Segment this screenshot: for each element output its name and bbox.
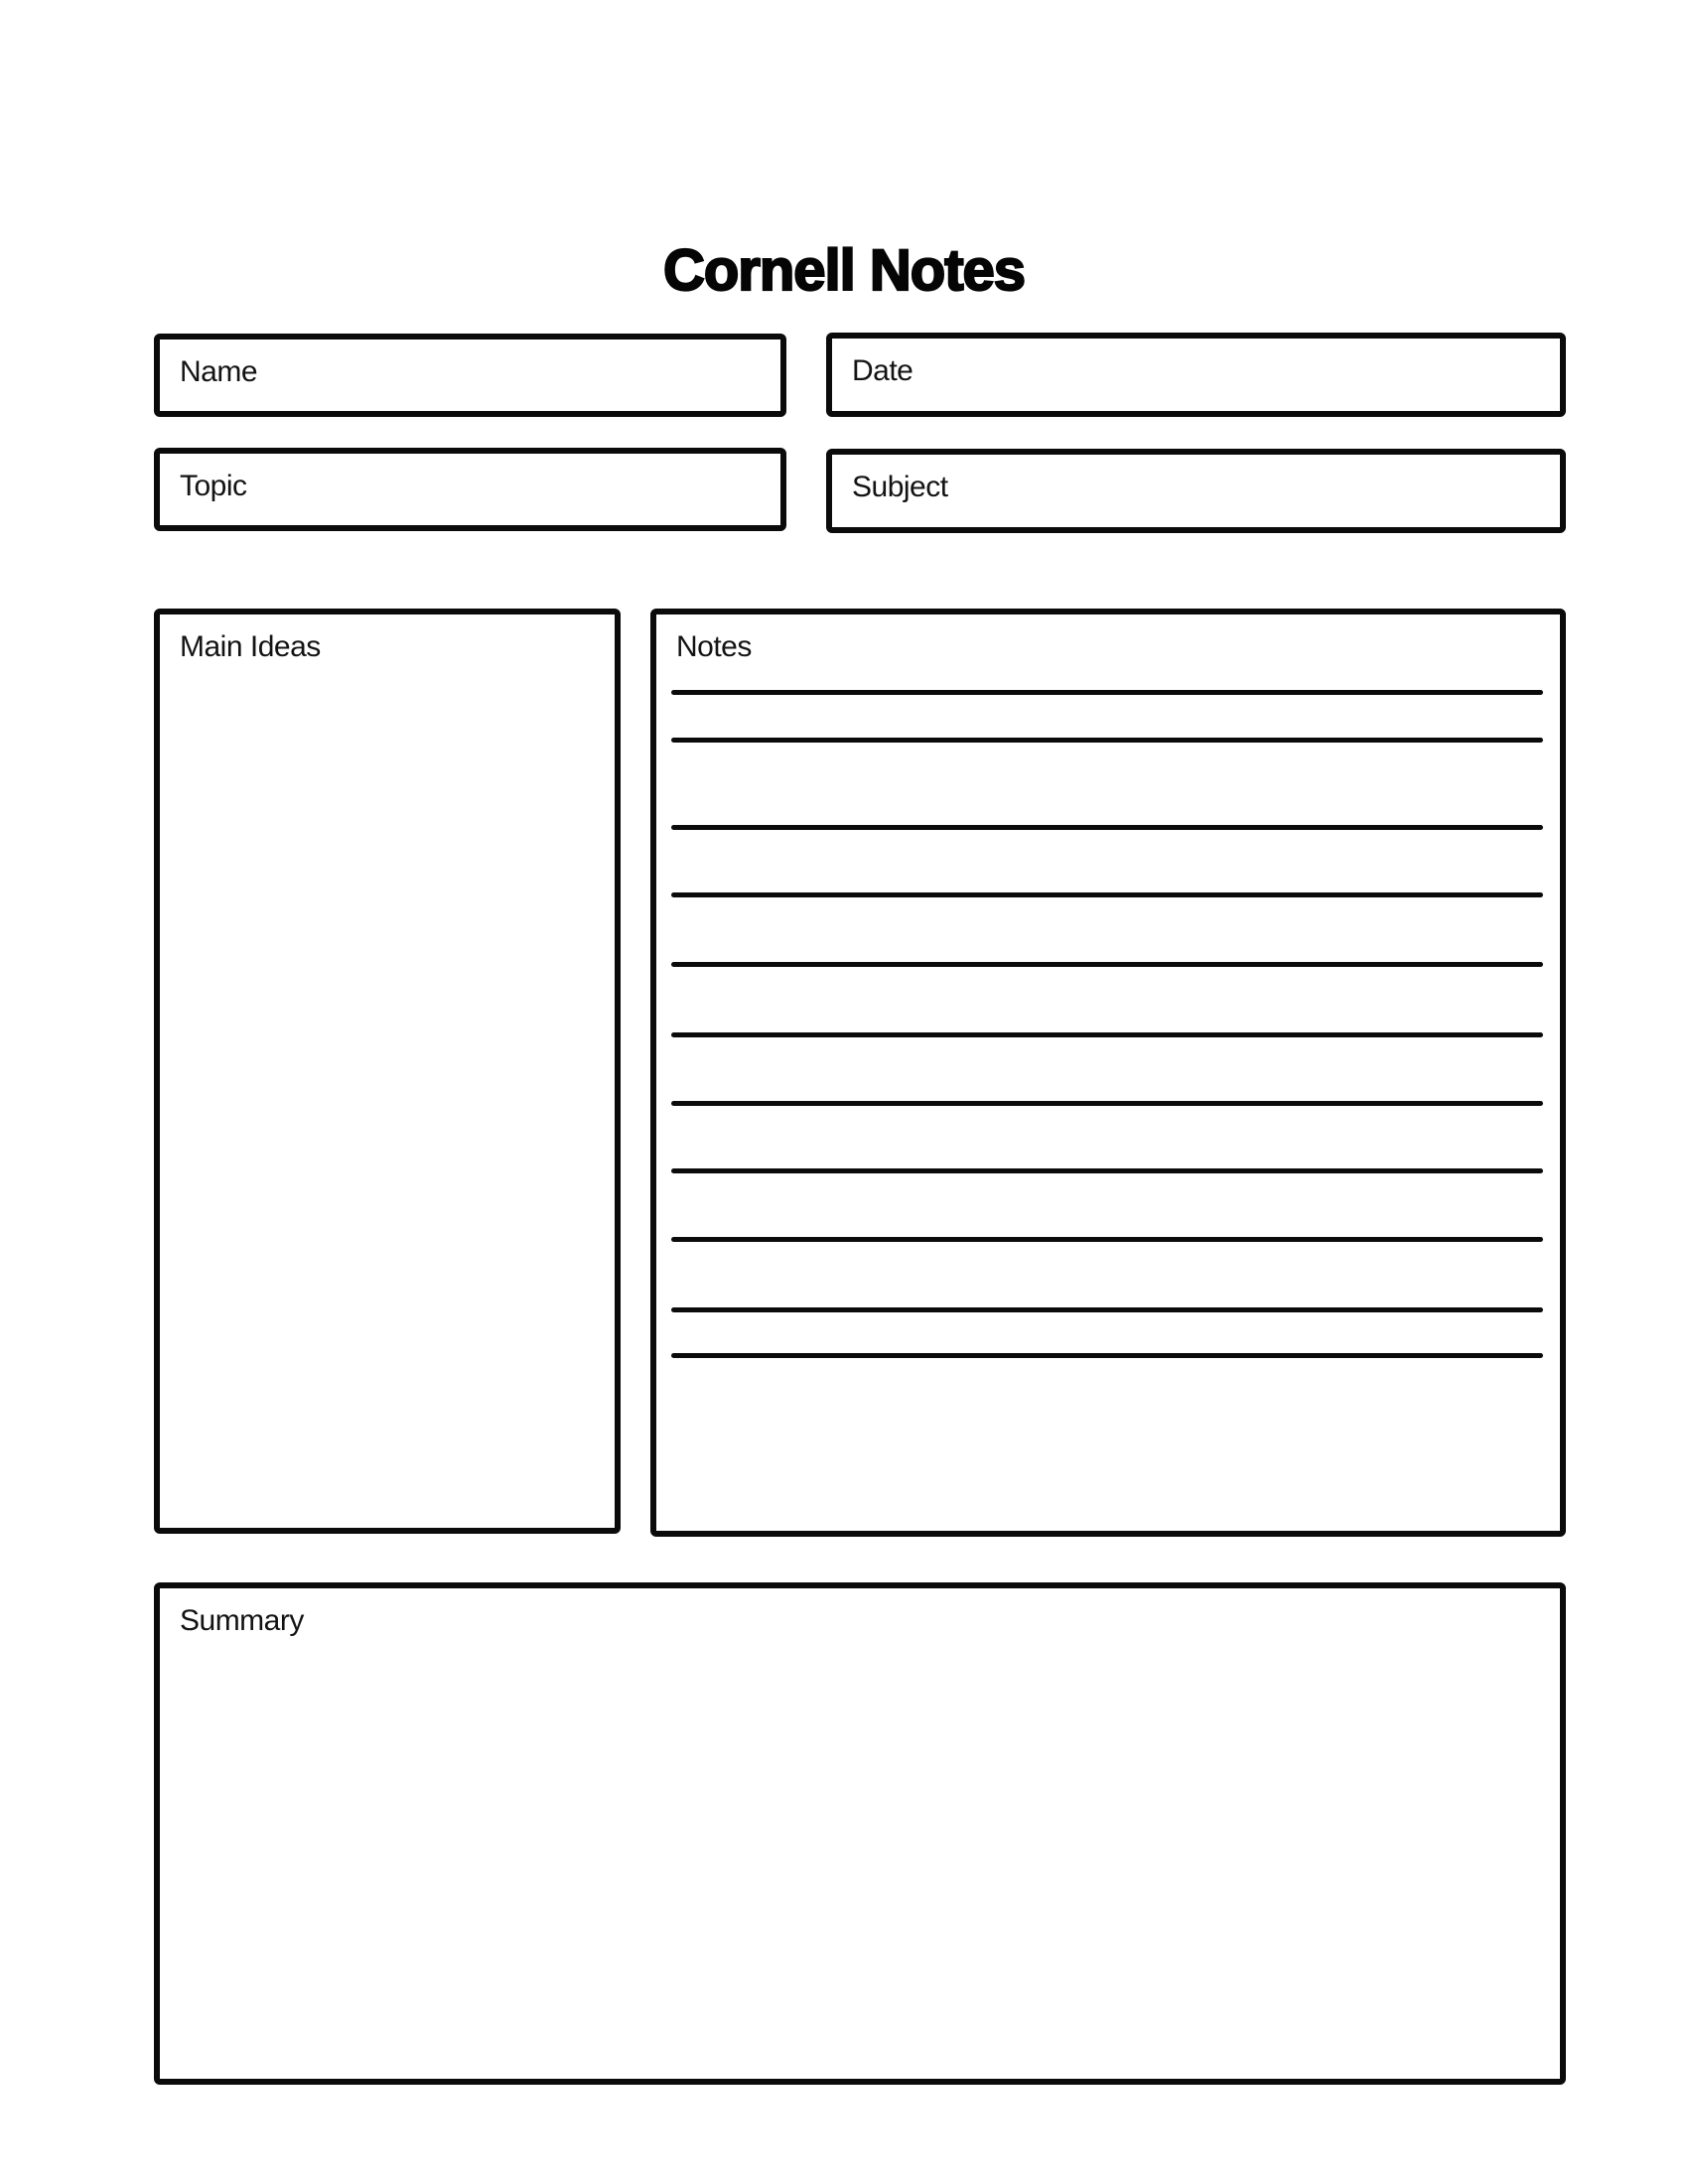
ruled-line: [671, 892, 1543, 897]
ruled-line: [671, 1101, 1543, 1106]
topic-field-label: Topic: [180, 470, 247, 502]
date-field-label: Date: [852, 354, 914, 387]
ruled-line: [671, 690, 1543, 695]
subject-field[interactable]: [826, 449, 1566, 533]
ruled-line: [671, 1032, 1543, 1037]
ruled-line: [671, 1237, 1543, 1242]
ruled-line: [671, 1307, 1543, 1312]
notes-section[interactable]: [650, 609, 1566, 1537]
notes-label: Notes: [676, 630, 752, 663]
subject-field-label: Subject: [852, 471, 948, 503]
ruled-line: [671, 825, 1543, 830]
name-field[interactable]: [154, 334, 786, 417]
ruled-line: [671, 1168, 1543, 1173]
ruled-line: [671, 962, 1543, 967]
date-field[interactable]: [826, 333, 1566, 417]
main-ideas-section[interactable]: [154, 609, 621, 1534]
summary-section[interactable]: [154, 1582, 1566, 2085]
page-title: Cornell Notes: [662, 238, 1026, 303]
topic-field[interactable]: [154, 448, 786, 531]
ruled-line: [671, 738, 1543, 743]
summary-label: Summary: [180, 1604, 304, 1637]
name-field-label: Name: [180, 355, 258, 388]
main-ideas-label: Main Ideas: [180, 630, 321, 663]
ruled-line: [671, 1353, 1543, 1358]
notes-ruled-lines: [656, 614, 1560, 1531]
